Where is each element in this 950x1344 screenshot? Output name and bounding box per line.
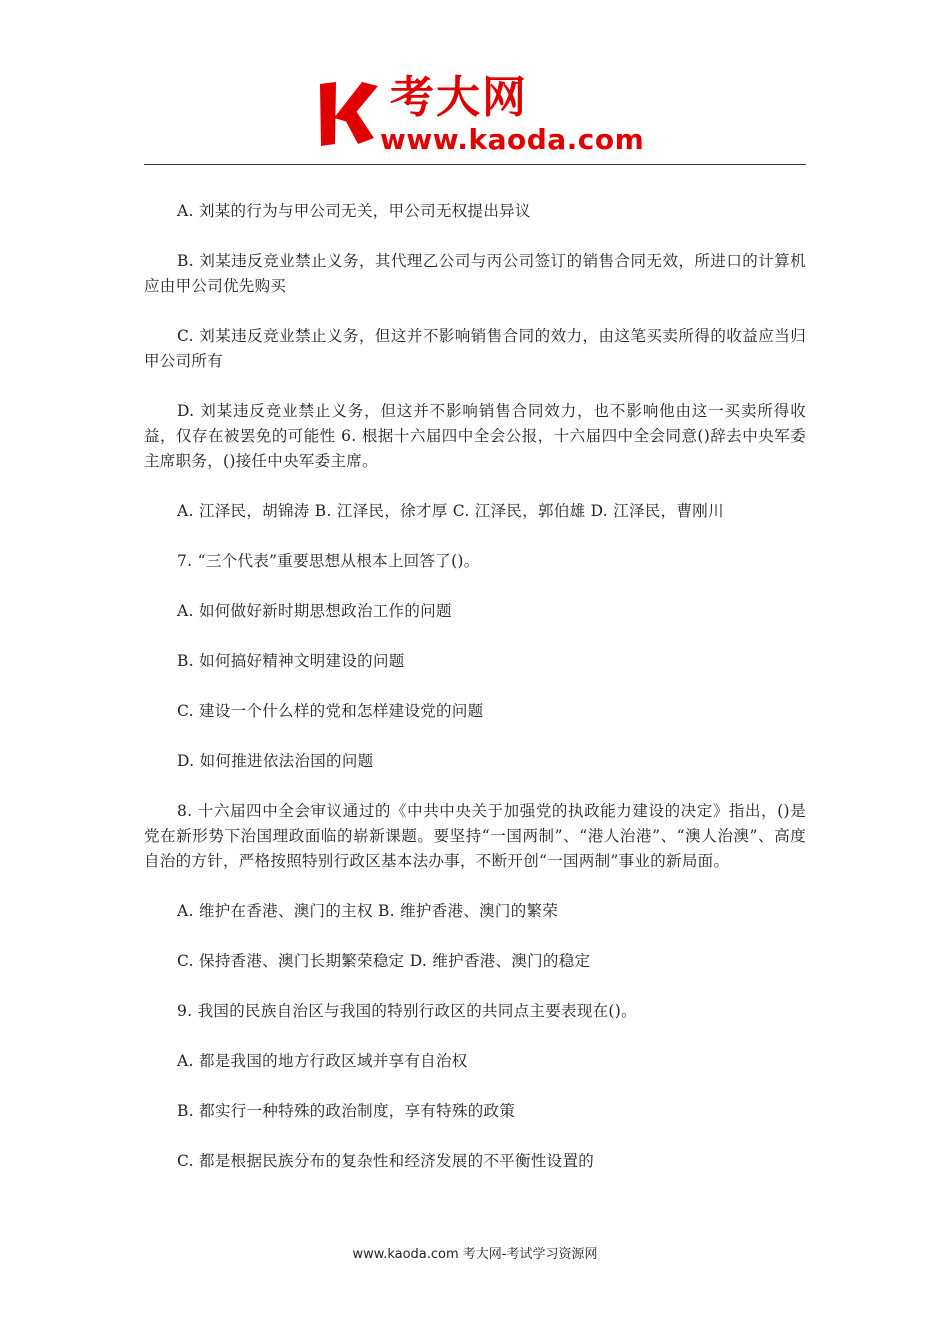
- question-option: A. 都是我国的地方行政区域并享有自治权: [177, 1052, 468, 1070]
- document-body: [144, 199, 806, 1199]
- logo-url: www.kaoda.com: [380, 123, 645, 156]
- question-option: A. 如何做好新时期思想政治工作的问题: [177, 602, 452, 620]
- question-option: C. 刘某违反竞业禁止义务，但这并不影响销售合同的效力，由这笔买卖所得的收益应当归甲公司所有: [144, 327, 806, 370]
- k-logo-icon: [318, 78, 380, 150]
- question-option: D. 如何推进依法治国的问题: [177, 752, 374, 770]
- question-option: A. 江泽民，胡锦涛 B. 江泽民，徐才厚 C. 江泽民，郭伯雄 D. 江泽民，曹刚川: [177, 502, 724, 520]
- question-option: B. 刘某违反竞业禁止义务，其代理乙公司与丙公司签订的销售合同无效，所进口的计算机应由甲公司优先购买: [144, 252, 806, 295]
- page-header: [0, 0, 950, 170]
- kaoda-logo[interactable]: [318, 72, 645, 158]
- question-option: B. 如何搞好精神文明建设的问题: [177, 652, 405, 670]
- page-footer[interactable]: www.kaoda.com 考大网-考试学习资源网: [352, 1247, 598, 1262]
- question-option: C. 保持香港、澳门长期繁荣稳定 D. 维护香港、澳门的稳定: [177, 952, 591, 970]
- logo-chinese-name: 考大网: [390, 72, 528, 123]
- question-stem: 7. “三个代表”重要思想从根本上回答了()。: [177, 552, 480, 570]
- question-stem: 8. 十六届四中全会审议通过的《中共中央关于加强党的执政能力建设的决定》指出，()是党在新形势下治国理政面临的崭新课题。要坚持“一国两制”、“港人治港”、“澳人治澳”、高度自治的方针，严格按照特别行政区基本法办事，不断开创“一国两制”事业的新局面。: [144, 802, 806, 870]
- question-option: C. 建设一个什么样的党和怎样建设党的问题: [177, 702, 484, 720]
- question-option: C. 都是根据民族分布的复杂性和经济发展的不平衡性设置的: [177, 1152, 595, 1170]
- question-option: B. 都实行一种特殊的政治制度，享有特殊的政策: [177, 1102, 516, 1120]
- question-stem: 9. 我国的民族自治区与我国的特别行政区的共同点主要表现在()。: [177, 1002, 637, 1020]
- header-divider: [144, 164, 806, 165]
- question-option: D. 刘某违反竞业禁止义务，但这并不影响销售合同效力，也不影响他由这一买卖所得收益，仅存在被罢免的可能性 6. 根据十六届四中全会公报，十六届四中全会同意()辞去中央军委主席职务，()接任中央军委主席。: [144, 402, 806, 470]
- question-option: A. 刘某的行为与甲公司无关，甲公司无权提出异议: [177, 202, 531, 220]
- question-option: A. 维护在香港、澳门的主权 B. 维护香港、澳门的繁荣: [177, 902, 559, 920]
